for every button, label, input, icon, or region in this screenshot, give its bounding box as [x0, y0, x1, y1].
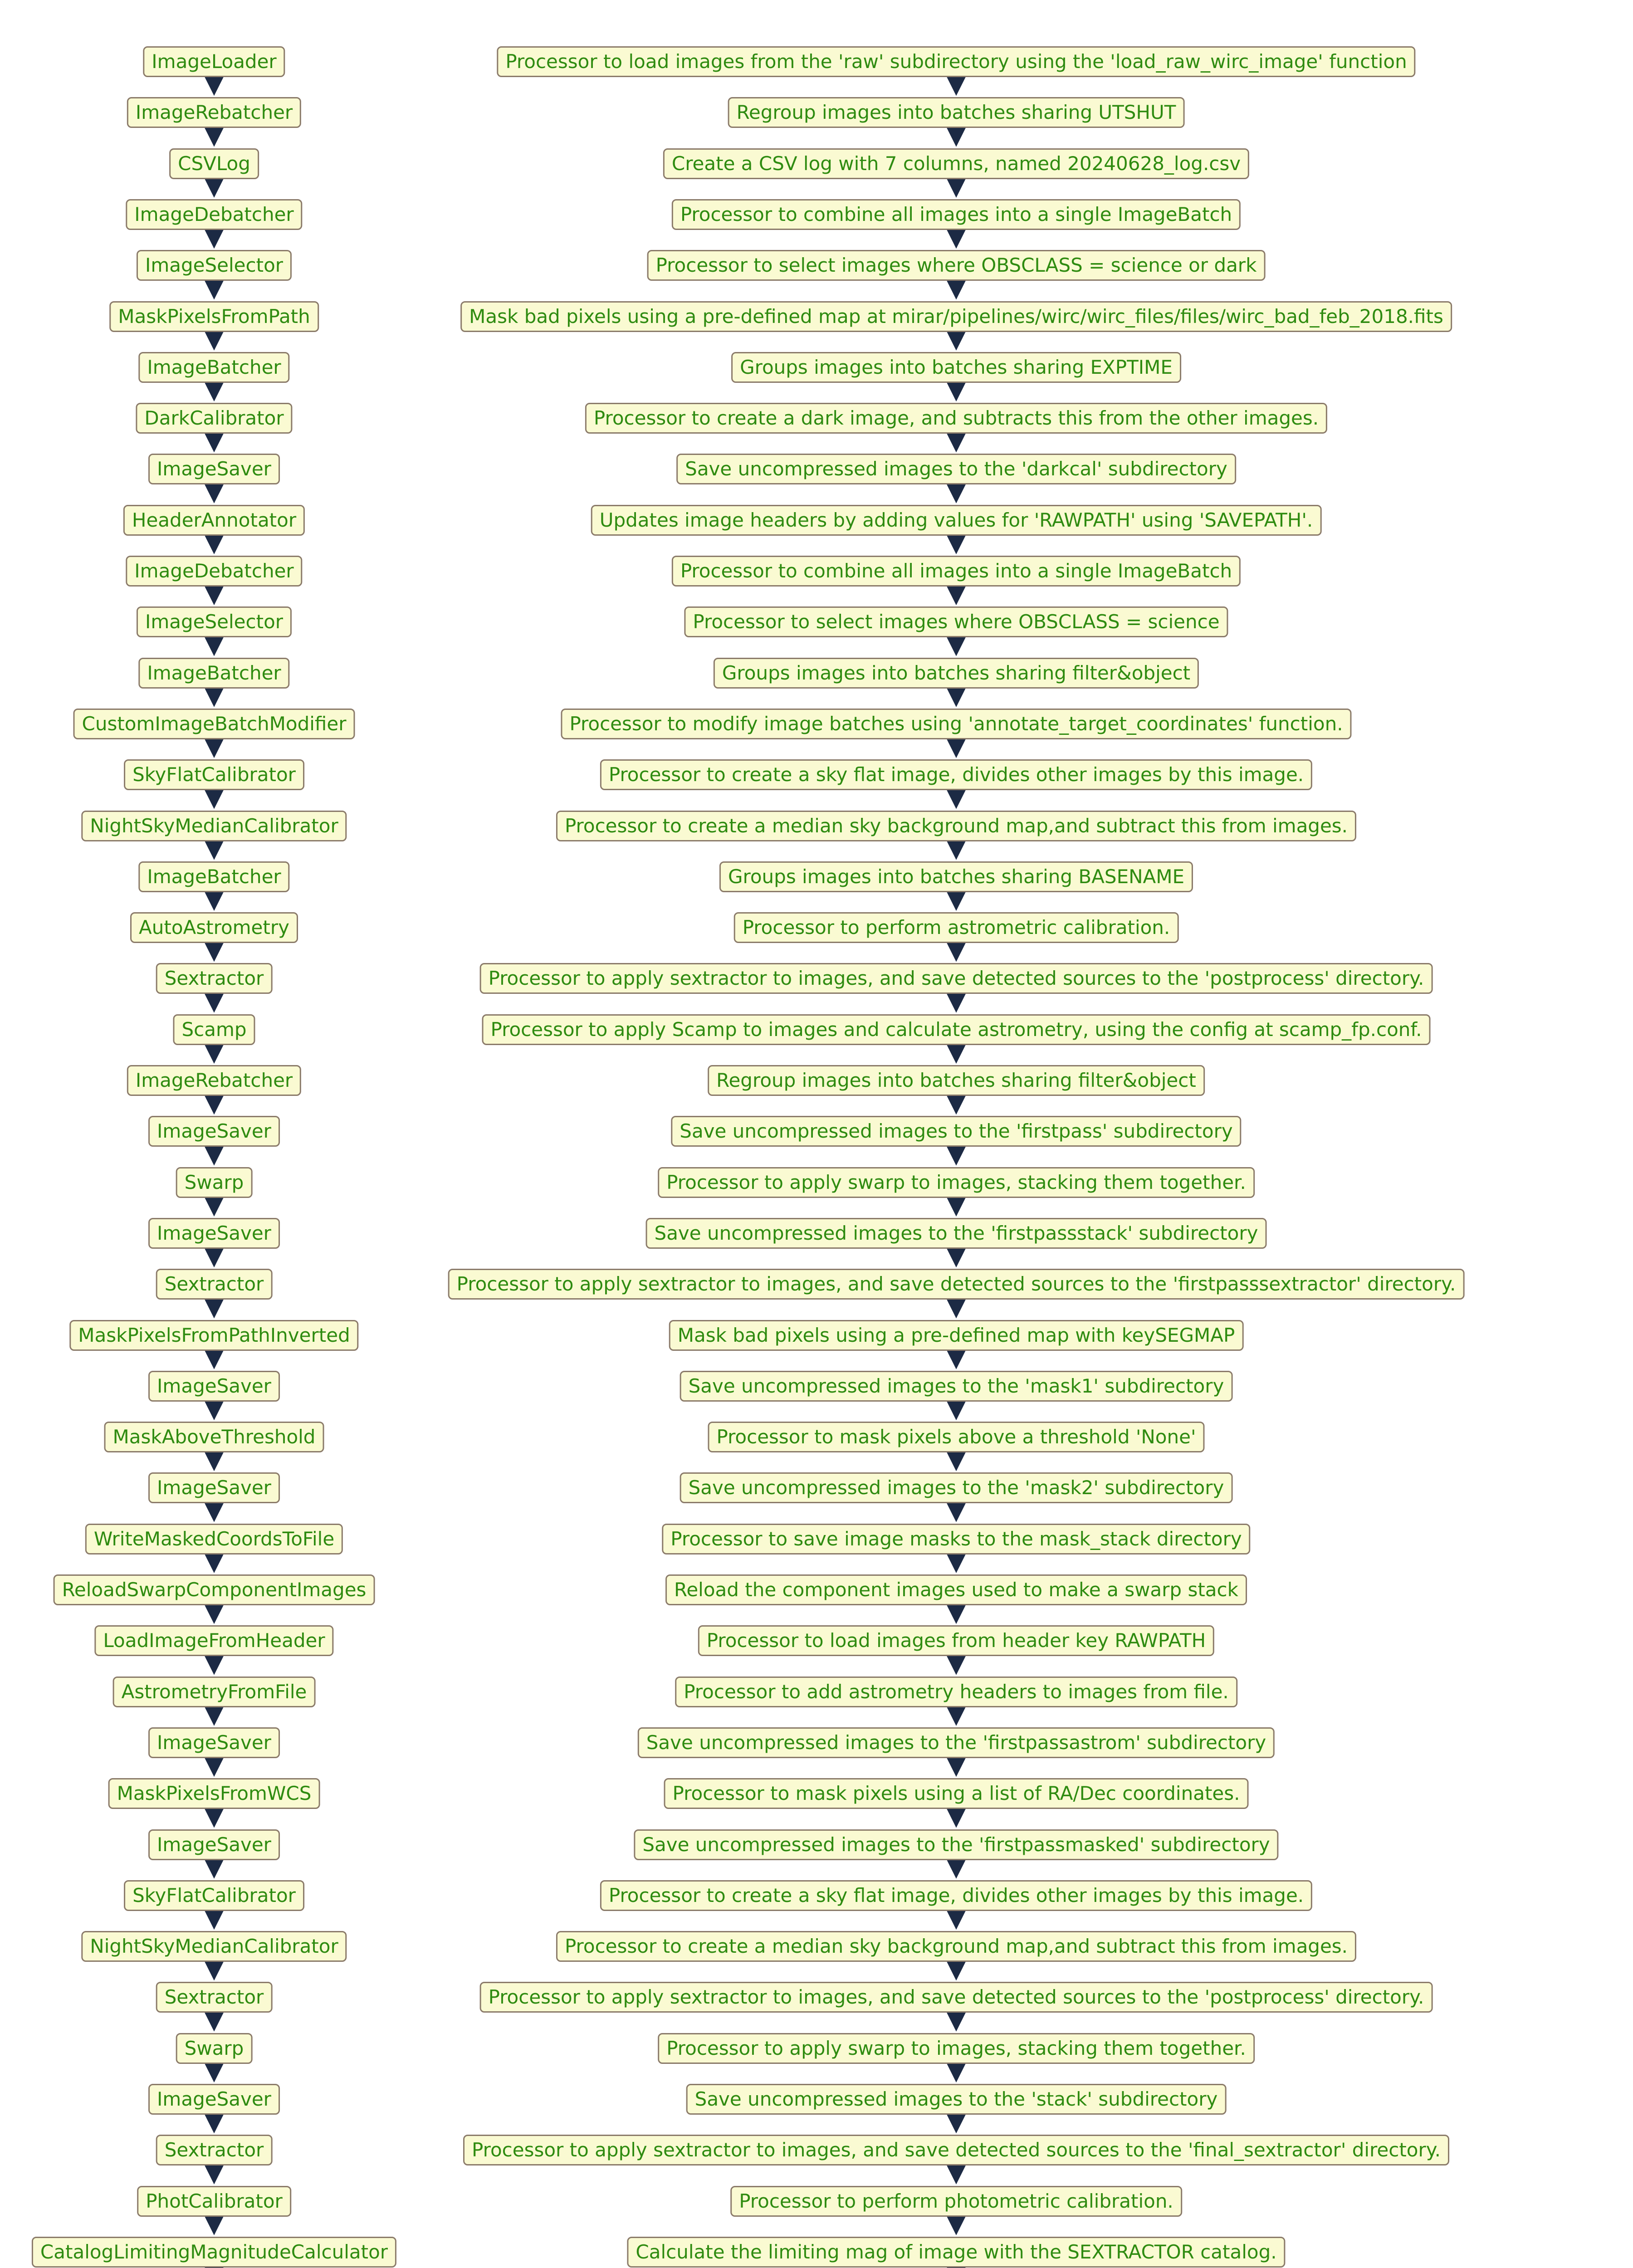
description-node: Processor to apply sextractor to images, and save detected sources to the 'postprocess' directory. [480, 1982, 1433, 2013]
description-node: Save uncompressed images to the 'darkcal' subdirectory [676, 454, 1236, 484]
description-node: Groups images into batches sharing EXPTIME [731, 352, 1181, 383]
description-node: Processor to create a median sky background map,and subtract this from images. [556, 1931, 1356, 1962]
description-node: Regroup images into batches sharing filter&object [708, 1065, 1205, 1096]
processor-node: WriteMaskedCoordsToFile [85, 1524, 343, 1554]
processor-node: MaskPixelsFromPath [109, 301, 319, 332]
description-node: Save uncompressed images to the 'mask1' subdirectory [680, 1371, 1233, 1402]
processor-node: NightSkyMedianCalibrator [81, 811, 347, 841]
processor-node: HeaderAnnotator [123, 505, 305, 536]
description-node: Save uncompressed images to the 'firstpass' subdirectory [671, 1116, 1241, 1147]
processor-node: Swarp [176, 2033, 253, 2064]
description-node: Processor to select images where OBSCLASS = science [684, 606, 1228, 637]
description-node: Processor to create a sky flat image, divides other images by this image. [600, 1880, 1312, 1911]
processor-node: CatalogLimitingMagnitudeCalculator [32, 2237, 396, 2268]
description-node: Groups images into batches sharing BASENAME [719, 861, 1193, 892]
processor-node: SkyFlatCalibrator [124, 759, 304, 790]
description-node: Processor to load images from the 'raw' subdirectory using the 'load_raw_wirc_image' function [497, 46, 1415, 77]
processor-node: ImageSaver [148, 1116, 280, 1147]
processor-node: Sextractor [156, 1982, 273, 2013]
processor-node: Swarp [176, 1167, 253, 1198]
processor-node: CustomImageBatchModifier [73, 709, 355, 739]
processor-node: ImageBatcher [138, 861, 289, 892]
processor-node: ImageSaver [148, 1371, 280, 1402]
description-node: Regroup images into batches sharing UTSHUT [728, 97, 1185, 128]
description-node: Reload the component images used to make a swarp stack [665, 1574, 1247, 1605]
processor-node: Scamp [173, 1014, 255, 1045]
processor-node: ImageDebatcher [126, 199, 302, 230]
processor-node: Sextractor [156, 963, 273, 994]
processor-node: ImageBatcher [138, 658, 289, 689]
description-node: Save uncompressed images to the 'stack' subdirectory [686, 2084, 1227, 2115]
description-node: Save uncompressed images to the 'firstpassmasked' subdirectory [634, 1829, 1278, 1860]
description-node: Processor to apply Scamp to images and calculate astrometry, using the config at scamp_fp.conf. [482, 1014, 1431, 1045]
processor-node: Sextractor [156, 1269, 273, 1300]
description-node: Processor to combine all images into a single ImageBatch [672, 199, 1241, 230]
processor-node: ImageSaver [148, 1727, 280, 1758]
description-node: Processor to mask pixels using a list of RA/Dec coordinates. [664, 1778, 1249, 1809]
description-node: Save uncompressed images to the 'firstpassstack' subdirectory [646, 1218, 1267, 1249]
description-node: Processor to select images where OBSCLASS = science or dark [647, 250, 1266, 281]
processor-node: ImageLoader [143, 46, 285, 77]
processor-node: ImageSelector [137, 250, 292, 281]
processor-node: ImageDebatcher [126, 556, 302, 587]
processor-node: PhotCalibrator [137, 2186, 291, 2217]
processor-node: MaskPixelsFromPathInverted [69, 1320, 358, 1351]
description-node: Save uncompressed images to the 'firstpassastrom' subdirectory [638, 1727, 1275, 1758]
description-node: Groups images into batches sharing filter&object [714, 658, 1199, 689]
processor-node: MaskAboveThreshold [104, 1422, 324, 1452]
description-node: Create a CSV log with 7 columns, named 20240628_log.csv [663, 148, 1249, 179]
description-node: Mask bad pixels using a pre-defined map at mirar/pipelines/wirc/wirc_files/files/wirc_bad_feb_2018.fits [460, 301, 1452, 332]
processor-node: AstrometryFromFile [113, 1677, 316, 1707]
processor-node: ImageSaver [148, 2084, 280, 2115]
processor-node: ImageRebatcher [127, 1065, 301, 1096]
processor-node: ImageBatcher [138, 352, 289, 383]
description-node: Save uncompressed images to the 'mask2' subdirectory [680, 1472, 1233, 1503]
description-node: Processor to apply sextractor to images, and save detected sources to the 'final_sextractor' directory. [463, 2135, 1449, 2165]
processor-node: ImageSaver [148, 1218, 280, 1249]
description-node: Processor to modify image batches using 'annotate_target_coordinates' function. [561, 709, 1351, 739]
description-node: Processor to mask pixels above a threshold 'None' [708, 1422, 1204, 1452]
description-node: Processor to apply swarp to images, stacking them together. [658, 1167, 1255, 1198]
description-node: Processor to apply swarp to images, stacking them together. [658, 2033, 1255, 2064]
description-node: Calculate the limiting mag of image with the SEXTRACTOR catalog. [627, 2237, 1285, 2268]
description-node: Updates image headers by adding values for 'RAWPATH' using 'SAVEPATH'. [591, 505, 1322, 536]
description-node: Processor to add astrometry headers to images from file. [675, 1677, 1237, 1707]
processor-node: Sextractor [156, 2135, 273, 2165]
description-node: Mask bad pixels using a pre-defined map with keySEGMAP [669, 1320, 1244, 1351]
description-node: Processor to combine all images into a single ImageBatch [672, 556, 1241, 587]
processor-node: AutoAstrometry [130, 912, 298, 943]
processor-node: LoadImageFromHeader [94, 1625, 333, 1656]
processor-node: ImageSelector [137, 606, 292, 637]
processor-node: ImageSaver [148, 454, 280, 484]
processor-node: SkyFlatCalibrator [124, 1880, 304, 1911]
processor-node: DarkCalibrator [136, 403, 292, 434]
description-node: Processor to create a median sky background map,and subtract this from images. [556, 811, 1356, 841]
description-node: Processor to perform photometric calibration. [730, 2186, 1182, 2217]
description-node: Processor to load images from header key RAWPATH [698, 1625, 1214, 1656]
description-node: Processor to save image masks to the mask_stack directory [662, 1524, 1250, 1554]
processor-node: CSVLog [169, 148, 259, 179]
processor-node: ImageSaver [148, 1829, 280, 1860]
processor-node: MaskPixelsFromWCS [108, 1778, 320, 1809]
description-node: Processor to create a dark image, and subtracts this from the other images. [585, 403, 1327, 434]
processor-node: ImageSaver [148, 1472, 280, 1503]
processor-node: ReloadSwarpComponentImages [54, 1574, 375, 1605]
description-node: Processor to perform astrometric calibration. [734, 912, 1179, 943]
description-node: Processor to create a sky flat image, divides other images by this image. [600, 759, 1312, 790]
processor-node: NightSkyMedianCalibrator [81, 1931, 347, 1962]
description-node: Processor to apply sextractor to images, and save detected sources to the 'postprocess' directory. [480, 963, 1433, 994]
description-node: Processor to apply sextractor to images, and save detected sources to the 'firstpasssextractor' directory. [448, 1269, 1465, 1300]
processor-node: ImageRebatcher [127, 97, 301, 128]
